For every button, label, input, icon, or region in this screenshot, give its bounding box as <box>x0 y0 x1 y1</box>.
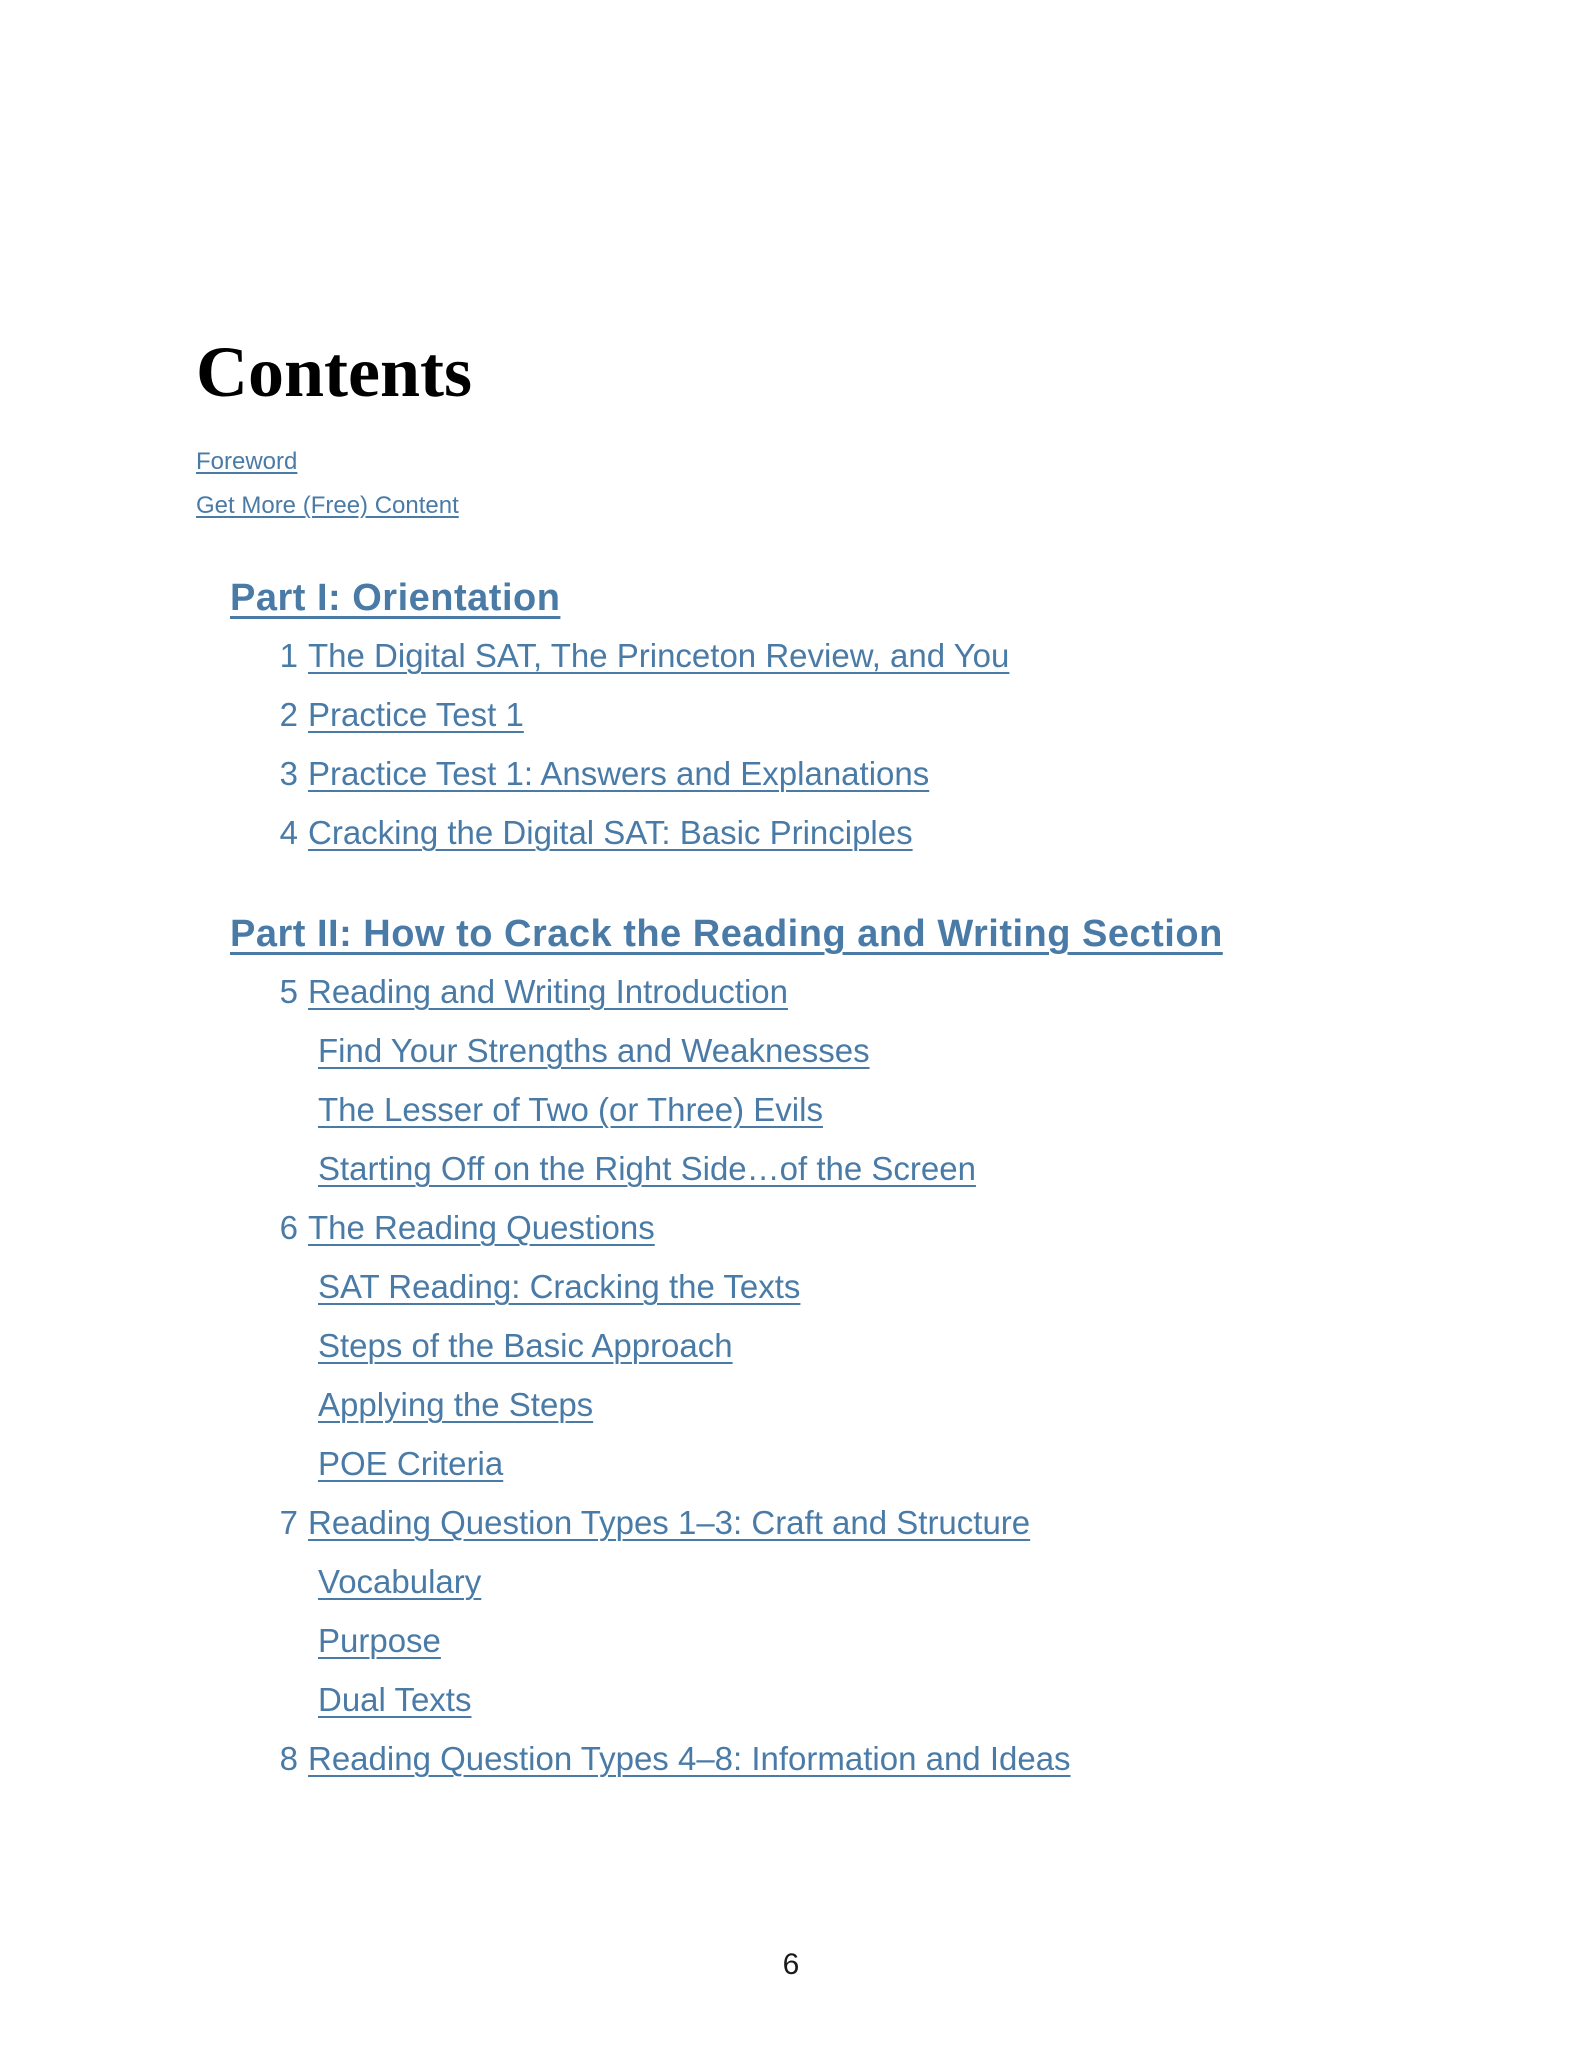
chapter-link[interactable]: Reading and Writing Introduction <box>308 973 789 1010</box>
chapter-number: 6 <box>279 1209 298 1246</box>
chapter-link[interactable]: Reading Question Types 4–8: Information and Ideas <box>308 1740 1071 1777</box>
toc-section-row <box>0 1670 1582 1729</box>
chapter-link[interactable]: Reading Question Types 1–3: Craft and Structure <box>308 1504 1031 1541</box>
part-heading-link[interactable]: Part I: Orientation <box>230 577 561 619</box>
chapter-link[interactable]: Practice Test 1: Answers and Explanations <box>308 755 930 792</box>
toc-section-row <box>0 1552 1582 1611</box>
section-link[interactable]: Starting Off on the Right Side…of the Screen <box>318 1150 976 1187</box>
section-link[interactable]: Dual Texts <box>318 1681 472 1718</box>
toc-chapter-row <box>0 962 1582 1021</box>
toc-section-row <box>0 1375 1582 1434</box>
front-matter-link[interactable]: Foreword <box>196 448 298 475</box>
toc-chapter-row <box>0 1729 1582 1788</box>
section-link[interactable]: The Lesser of Two (or Three) Evils <box>318 1091 823 1128</box>
chapter-number: 2 <box>279 696 298 733</box>
chapter-link[interactable]: Cracking the Digital SAT: Basic Principles <box>308 814 913 851</box>
chapter-title-cell <box>308 626 1582 685</box>
chapter-title-cell <box>308 803 1582 862</box>
chapter-number: 3 <box>279 755 298 792</box>
chapter-title-cell <box>308 1729 1582 1788</box>
chapter-link[interactable]: The Reading Questions <box>308 1209 655 1246</box>
table-of-contents <box>0 570 1582 1788</box>
toc-section-row <box>0 1139 1582 1198</box>
section-link[interactable]: Find Your Strengths and Weaknesses <box>318 1032 870 1069</box>
toc-section-row <box>0 1316 1582 1375</box>
toc-chapter-row <box>0 744 1582 803</box>
section-link[interactable]: Steps of the Basic Approach <box>318 1327 733 1364</box>
section-link[interactable]: Vocabulary <box>318 1563 482 1600</box>
chapter-link[interactable]: The Digital SAT, The Princeton Review, and You <box>308 637 1010 674</box>
toc-section-row <box>0 1021 1582 1080</box>
front-matter-list <box>196 440 1296 528</box>
page-number: 6 <box>782 1948 800 1981</box>
chapter-number: 7 <box>279 1504 298 1541</box>
section-link[interactable]: SAT Reading: Cracking the Texts <box>318 1268 801 1305</box>
chapter-title-cell <box>308 962 1582 1021</box>
chapter-title-cell <box>308 1493 1582 1552</box>
section-link[interactable]: POE Criteria <box>318 1445 504 1482</box>
section-link[interactable]: Applying the Steps <box>318 1386 594 1423</box>
front-matter-link[interactable]: Get More (Free) Content <box>196 492 459 519</box>
toc-chapter-row <box>0 1493 1582 1552</box>
toc-chapter-row <box>0 803 1582 862</box>
chapter-number: 1 <box>279 637 298 674</box>
chapter-number: 5 <box>279 973 298 1010</box>
toc-part <box>0 906 1582 1788</box>
front-matter-item <box>196 484 1296 528</box>
chapter-title-cell <box>308 685 1582 744</box>
toc-chapter-row <box>0 685 1582 744</box>
part-heading <box>0 906 1582 962</box>
toc-section-row <box>0 1434 1582 1493</box>
part-spacer <box>0 862 1582 906</box>
toc-part <box>0 570 1582 862</box>
chapter-number: 4 <box>279 814 298 851</box>
toc-chapter-row <box>0 1198 1582 1257</box>
part-heading-link[interactable]: Part II: How to Crack the Reading and Writing Section <box>230 913 1223 955</box>
toc-chapter-row <box>0 626 1582 685</box>
toc-section-row <box>0 1257 1582 1316</box>
front-matter-item <box>196 440 1296 484</box>
chapter-number: 8 <box>279 1740 298 1777</box>
part-heading <box>0 570 1582 626</box>
page-title: Contents <box>196 332 473 413</box>
chapter-link[interactable]: Practice Test 1 <box>308 696 524 733</box>
toc-section-row <box>0 1080 1582 1139</box>
chapter-title-cell <box>308 1198 1582 1257</box>
section-link[interactable]: Purpose <box>318 1622 441 1659</box>
toc-section-row <box>0 1611 1582 1670</box>
chapter-title-cell <box>308 744 1582 803</box>
